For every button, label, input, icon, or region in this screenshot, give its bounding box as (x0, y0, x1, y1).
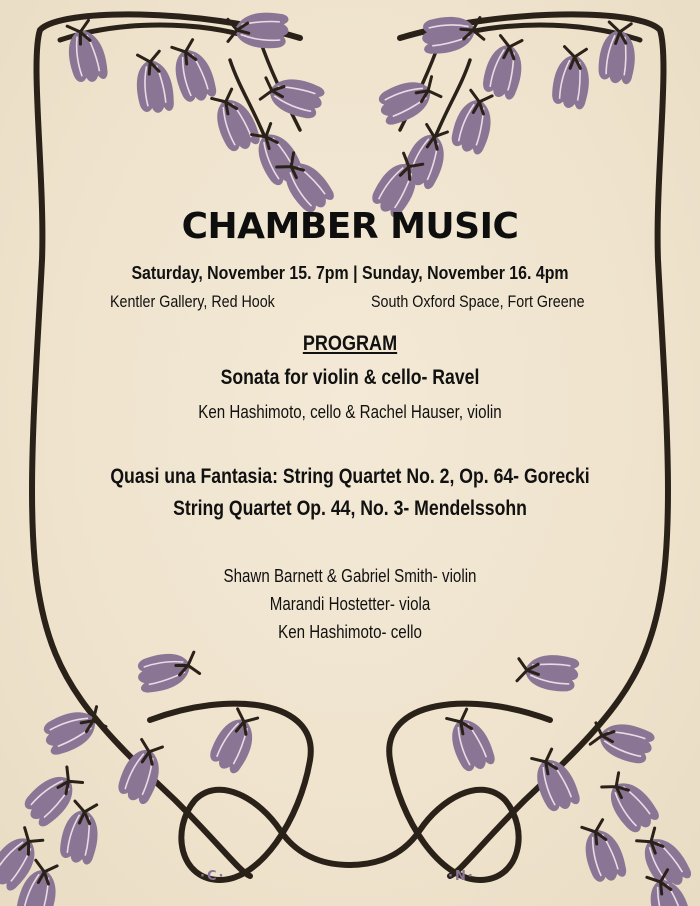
program-piece: String Quartet Op. 44, No. 3- Mendelssohn (173, 497, 527, 520)
performers-duo: Ken Hashimoto, cello & Rachel Hauser, violin (198, 402, 502, 422)
program-piece: Sonata for violin & cello- Ravel (220, 366, 480, 389)
bellflowers-top-left (63, 9, 337, 218)
frame-lines (32, 14, 668, 880)
bellflowers-top-right (367, 14, 642, 220)
monogram-left: ·C· (200, 869, 226, 884)
performer-line: Shawn Barnett & Gabriel Smith- violin (223, 566, 477, 586)
performer-line: Marandi Hostetter- viola (269, 594, 431, 614)
venues-row (0, 292, 700, 314)
monogram-right: ·N· (448, 869, 475, 884)
venue-right: South Oxford Space, Fort Greene (371, 292, 585, 311)
program-heading: PROGRAM (302, 332, 398, 355)
bellflowers-bottom-right (443, 649, 695, 906)
performer-line: Ken Hashimoto- cello (278, 622, 422, 642)
program-piece: Quasi una Fantasia: String Quartet No. 2, Op. 64- Gorecki (110, 465, 590, 488)
bellflowers-bottom-left (0, 648, 267, 906)
performers-quartet (0, 566, 700, 650)
dates-line: Saturday, November 15. 7pm | Sunday, November 16. 4pm (131, 262, 569, 283)
poster-title: CHAMBER MUSIC (181, 206, 519, 247)
venue-left: Kentler Gallery, Red Hook (110, 292, 275, 311)
